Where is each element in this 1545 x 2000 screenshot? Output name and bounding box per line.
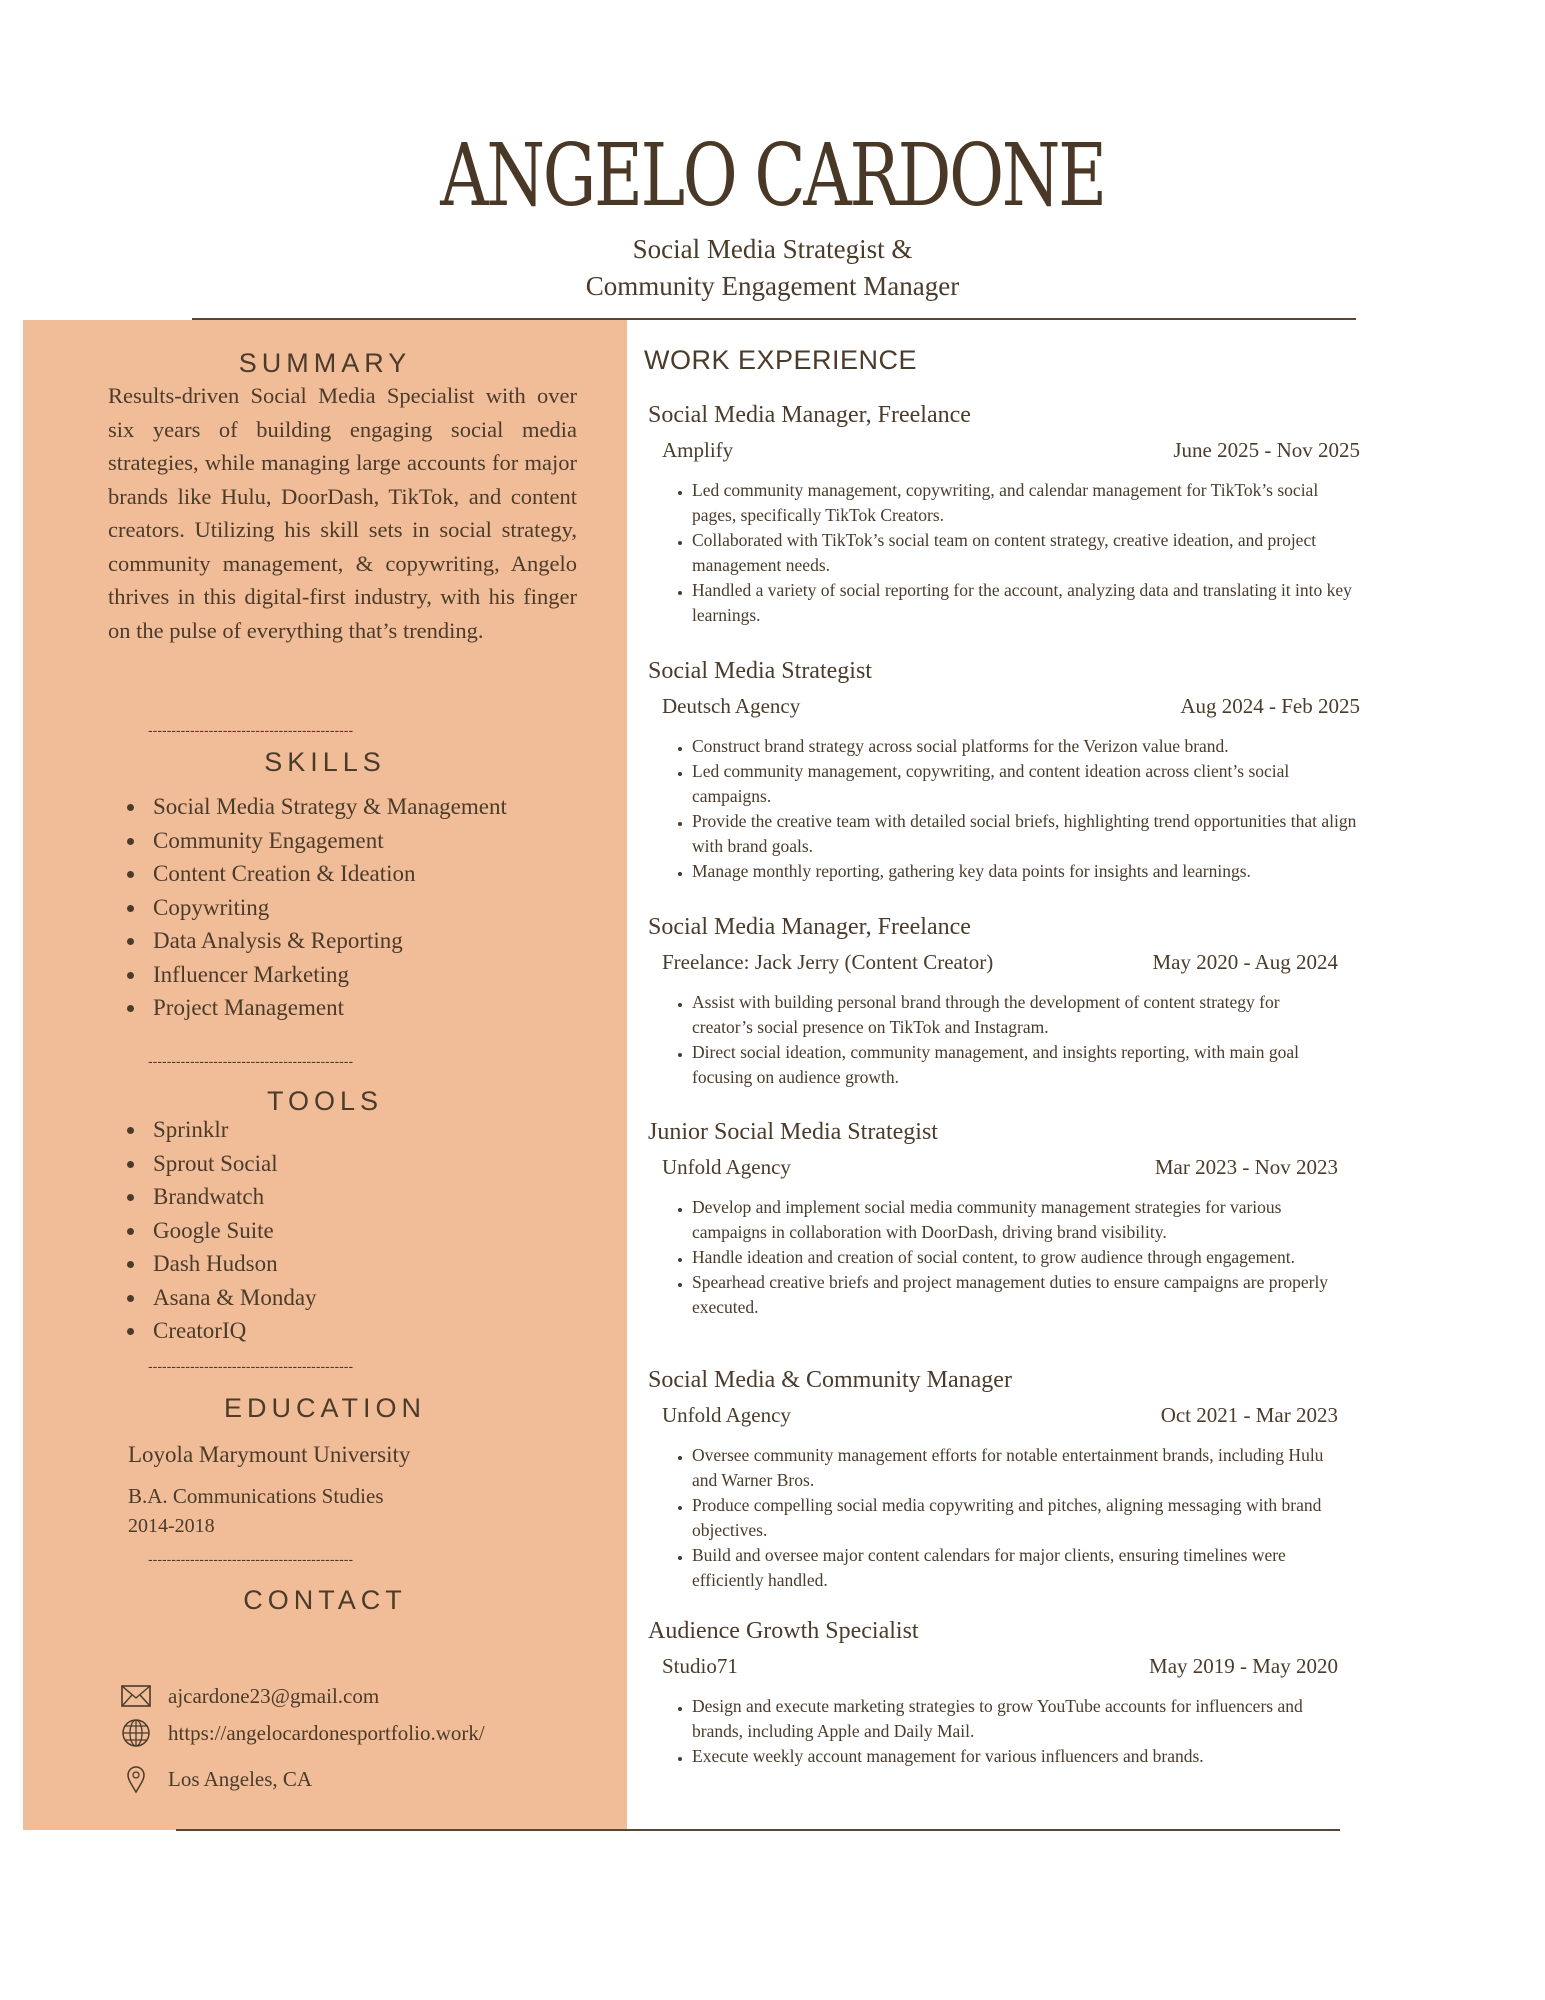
job-bullets [648, 1195, 1338, 1320]
job-bullet: • Provide the creative team with detailed social briefs, highlighting trend opportunities that align with brand goals. [692, 809, 1360, 859]
skills-heading: SKILLS [264, 747, 386, 777]
section-divider: -------------------------------------------- [148, 722, 354, 738]
job-company-row [648, 1652, 1338, 1680]
job-bullet: • Execute weekly account management for various influencers and brands. [692, 1744, 1338, 1769]
work-experience-heading: WORK EXPERIENCE [644, 345, 918, 375]
skills-list [108, 790, 608, 1025]
job-title-line-2: Community Engagement Manager [585, 271, 960, 301]
candidate-name: ANGELO CARDONE [440, 126, 1105, 226]
job-company-row [648, 692, 1360, 720]
job-bullet: • Handled a variety of social reporting for the account, analyzing data and translating it into key learnings. [692, 578, 1360, 628]
section-divider: -------------------------------------------- [148, 1551, 354, 1567]
company-name: Deutsch Agency [662, 694, 801, 718]
skill-item: Community Engagement [108, 824, 608, 858]
section-divider: -------------------------------------------- [148, 1358, 354, 1374]
job-company-row [648, 436, 1360, 464]
tools-heading: TOOLS [266, 1086, 384, 1116]
contact-heading: CONTACT [243, 1585, 407, 1615]
tool-item: CreatorIQ [108, 1314, 608, 1348]
tool-item: Sprout Social [108, 1147, 608, 1181]
job-company-row [648, 1153, 1338, 1181]
section-divider: -------------------------------------------- [148, 1053, 354, 1069]
degree: B.A. Communications Studies [128, 1484, 384, 1508]
footer-divider [176, 1829, 1340, 1831]
job-title: Audience Growth Specialist [648, 1618, 919, 1644]
job-dates: June 2025 - Nov 2025 [1173, 438, 1360, 462]
job-bullet: • Collaborated with TikTok’s social team on content strategy, creative ideation, and project management needs. [692, 528, 1360, 578]
job-title-line-1: Social Media Strategist & [632, 234, 913, 264]
job-bullet: • Led community management, copywriting, and calendar management for TikTok’s social pages, specifically TikTok Creators. [692, 478, 1360, 528]
job-bullet: • Build and oversee major content calendars for major clients, ensuring timelines were efficiently handled. [692, 1543, 1338, 1593]
job-bullet: • Led community management, copywriting, and content ideation across client’s social campaigns. [692, 759, 1360, 809]
job-dates: Mar 2023 - Nov 2023 [1154, 1155, 1338, 1179]
skill-item: Project Management [108, 991, 608, 1025]
company-name: Unfold Agency [662, 1403, 791, 1427]
job-title: Social Media & Community Manager [648, 1367, 1012, 1393]
job-entry [648, 1365, 1338, 1593]
tool-item: Brandwatch [108, 1180, 608, 1214]
job-title: Social Media Strategist [648, 658, 872, 684]
education-heading: EDUCATION [223, 1393, 426, 1423]
job-company-row [648, 948, 1338, 976]
map-pin-icon [120, 1764, 152, 1794]
job-bullet: • Develop and implement social media community management strategies for various campaigns in collaboration with DoorDash, driving brand visibility. [692, 1195, 1338, 1245]
job-bullet: • Design and execute marketing strategies to grow YouTube accounts for influencers and brands, including Apple and Daily Mail. [692, 1694, 1338, 1744]
job-entry [648, 1616, 1338, 1769]
skill-item: Content Creation & Ideation [108, 857, 608, 891]
job-entry [648, 400, 1360, 628]
skill-item: Influencer Marketing [108, 958, 608, 992]
company-name: Unfold Agency [662, 1155, 791, 1179]
globe-icon [120, 1718, 152, 1748]
job-bullet: • Construct brand strategy across social platforms for the Verizon value brand. [692, 734, 1360, 759]
job-bullets [648, 734, 1360, 884]
tool-item: Sprinklr [108, 1113, 608, 1147]
contact-website[interactable] [120, 1716, 485, 1750]
job-bullet: • Oversee community management efforts for notable entertainment brands, including Hulu and Warner Bros. [692, 1443, 1338, 1493]
job-bullet: • Assist with building personal brand through the development of content strategy for creator’s social presence on TikTok and Instagram. [692, 990, 1338, 1040]
school-name: Loyola Marymount University [128, 1442, 411, 1467]
summary-heading: SUMMARY [238, 348, 412, 378]
job-bullet: • Manage monthly reporting, gathering key data points for insights and learnings. [692, 859, 1360, 884]
tool-item: Asana & Monday [108, 1281, 608, 1315]
tools-list [108, 1113, 608, 1348]
job-title: Social Media Manager, Freelance [648, 402, 971, 428]
job-bullets [648, 1443, 1338, 1593]
location-text: Los Angeles, CA [168, 1766, 313, 1791]
website-link[interactable]: https://angelocardonesportfolio.work/ [168, 1720, 485, 1745]
job-dates: May 2020 - Aug 2024 [1152, 950, 1338, 974]
skill-item: Social Media Strategy & Management [108, 790, 608, 824]
job-entry [648, 912, 1338, 1090]
tool-item: Dash Hudson [108, 1247, 608, 1281]
skill-item: Data Analysis & Reporting [108, 924, 608, 958]
job-entry [648, 1117, 1338, 1320]
job-dates: Aug 2024 - Feb 2025 [1180, 694, 1360, 718]
company-name: Studio71 [662, 1654, 738, 1678]
education-years: 2014-2018 [128, 1515, 215, 1537]
skill-item: Copywriting [108, 891, 608, 925]
job-title: Junior Social Media Strategist [648, 1119, 938, 1145]
company-name: Amplify [662, 438, 734, 462]
job-bullet: • Direct social ideation, community management, and insights reporting, with main goal focusing on audience growth. [692, 1040, 1338, 1090]
company-name: Freelance: Jack Jerry (Content Creator) [662, 950, 994, 974]
job-bullet: • Produce compelling social media copywriting and pitches, aligning messaging with brand objectives. [692, 1493, 1338, 1543]
email-text[interactable]: ajcardone23@gmail.com [168, 1683, 380, 1708]
job-title: Social Media Manager, Freelance [648, 914, 971, 940]
job-bullets [648, 990, 1338, 1090]
envelope-icon [120, 1681, 152, 1711]
job-bullet: • Handle ideation and creation of social content, to grow audience through engagement. [692, 1245, 1338, 1270]
summary-text: Results-driven Social Media Specialist with over six years of building engaging social media strategies, while managing large accounts for major brands like Hulu, DoorDash, TikTok, and content creators. Utilizing his skill sets in social strategy, community management, & copywriting, Angelo thrives in this digital-first industry, with his finger on the pulse of everything that’s trending. [108, 383, 577, 643]
job-entry [648, 656, 1360, 884]
job-bullets [648, 1694, 1338, 1769]
job-dates: Oct 2021 - Mar 2023 [1160, 1403, 1338, 1427]
contact-email[interactable] [120, 1679, 379, 1713]
contact-location [120, 1762, 312, 1796]
job-dates: May 2019 - May 2020 [1149, 1654, 1338, 1678]
tool-item: Google Suite [108, 1214, 608, 1248]
job-company-row [648, 1401, 1338, 1429]
job-bullets [648, 478, 1360, 628]
job-bullet: • Spearhead creative briefs and project management duties to ensure campaigns are properly executed. [692, 1270, 1338, 1320]
